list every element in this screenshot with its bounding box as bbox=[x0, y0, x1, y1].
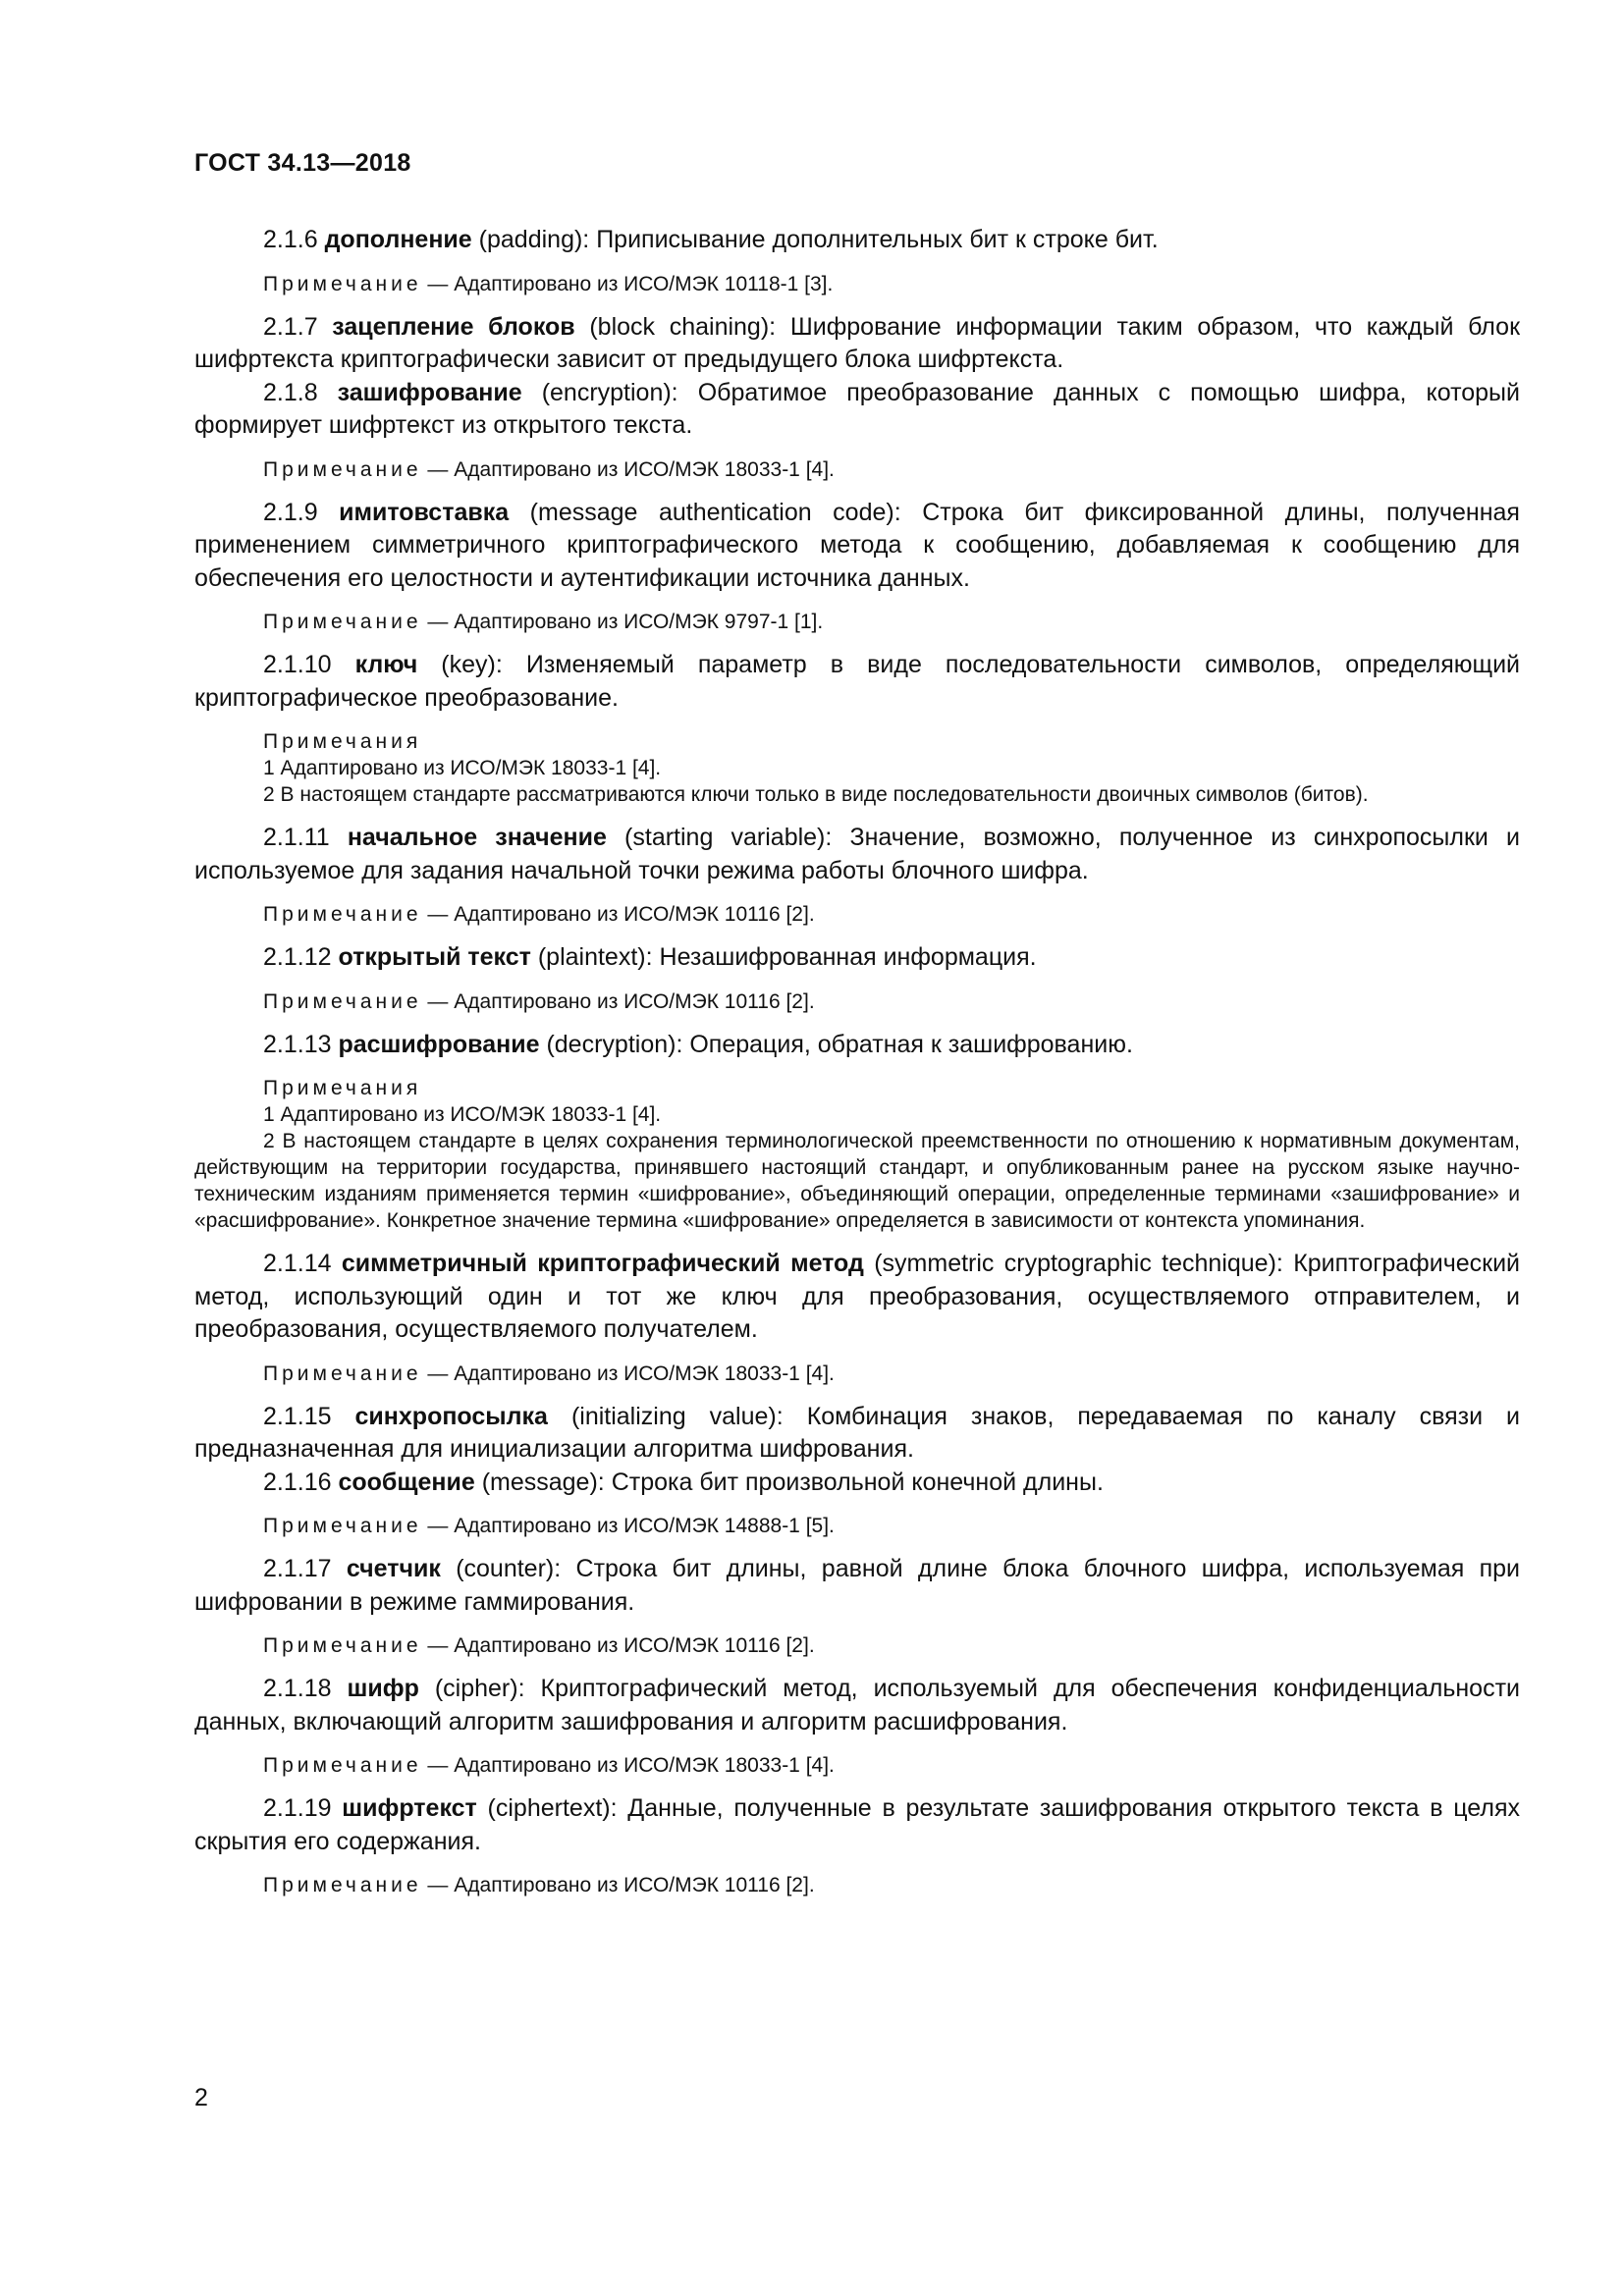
term-title: зашифрование bbox=[337, 378, 522, 406]
term-title: зацепление блоков bbox=[332, 312, 575, 341]
term-title: шифртекст bbox=[342, 1794, 477, 1822]
term-title: дополнение bbox=[324, 226, 472, 253]
term-entry: 2.1.17 счетчик (counter): Строка бит длины, равной длине блока блочного шифра, используемая при шифровании в режиме гаммирования. bbox=[194, 1555, 1521, 1616]
notes-heading: Примечания bbox=[263, 730, 422, 753]
term-entry: 2.1.16 сообщение (message): Строка бит произвольной конечной длины. bbox=[263, 1468, 1104, 1496]
term-entry: 2.1.8 зашифрование (encryption): Обратимое преобразование данных с помощью шифра, который формирует шифртекст из открытого текста. bbox=[194, 378, 1520, 439]
term-entry: 2.1.15 синхропосылка (initializing value): Комбинация знаков, передаваемая по каналу связи и предназначенная для инициализации алгоритма шифрования. bbox=[194, 1402, 1521, 1463]
note: Примечание — Адаптировано из ИСО/МЭК 18033-1 [4]. bbox=[263, 1362, 835, 1385]
term-entry: 2.1.9 имитовставка (message authentication code): Строка бит фиксированной длины, полученная применением симметричного криптографического метода к сообщению, добавляемая к сообщению для обеспечения его целостности и аутентификации источника данных. bbox=[194, 498, 1520, 592]
note: 1 Адаптировано из ИСО/МЭК 18033-1 [4]. bbox=[263, 1103, 662, 1126]
term-title: расшифрование bbox=[338, 1030, 540, 1058]
note: 2 В настоящем стандарте рассматриваются ключи только в виде последовательности двоичных символов (битов). bbox=[263, 783, 1369, 806]
term-title: сообщение bbox=[338, 1468, 475, 1496]
note: Примечание — Адаптировано из ИСО/МЭК 9797-1 [1]. bbox=[263, 611, 824, 633]
term-title: синхропосылка bbox=[354, 1402, 548, 1430]
note: 2 В настоящем стандарте в целях сохранения терминологической преемственности по отношению к нормативным документам, действующим на территории государства, принявшего настоящий стандарт, и опубликованным ранее на русском языке научно-техническим изданиям применяется термин «шифрование», объединяющий операции, определенные терминами «зашифрование» и «расшифрование». Конкретное значение термина «шифрование» определяется в зависимости от контекста упоминания. bbox=[194, 1130, 1520, 1232]
term-entry: 2.1.19 шифртекст (ciphertext): Данные, полученные в результате зашифрования открытого текста в целях скрытия его содержания. bbox=[194, 1794, 1520, 1855]
term-entry: 2.1.13 расшифрование (decryption): Операция, обратная к зашифрованию. bbox=[263, 1030, 1133, 1058]
notes-heading: Примечания bbox=[263, 1077, 422, 1099]
note: Примечание — Адаптировано из ИСО/МЭК 10118-1 [3]. bbox=[263, 272, 834, 295]
note: Примечание — Адаптировано из ИСО/МЭК 18033-1 [4]. bbox=[263, 1754, 835, 1777]
note: Примечание — Адаптировано из ИСО/МЭК 10116 [2]. bbox=[263, 1874, 815, 1896]
term-title: открытый текст bbox=[338, 943, 531, 971]
term-title: ключ bbox=[354, 651, 418, 678]
term-entry: 2.1.12 открытый текст (plaintext): Незашифрованная информация. bbox=[263, 943, 1037, 971]
note: Примечание — Адаптировано из ИСО/МЭК 10116 [2]. bbox=[263, 989, 815, 1013]
term-entry: 2.1.10 ключ (key): Изменяемый параметр в виде последовательности символов, определяющий криптографическое преобразование. bbox=[194, 651, 1521, 712]
term-entry: 2.1.6 дополнение (padding): Приписывание дополнительных бит к строке бит. bbox=[263, 226, 1159, 253]
page-number: 2 bbox=[194, 2084, 208, 2111]
term-entry: 2.1.14 симметричный криптографический метод (symmetric cryptographic technique): Криптографический метод, использующий один и тот же ключ для преобразования, осуществляемого отправителем, и преобразования, осуществляемого получателем. bbox=[194, 1250, 1521, 1343]
term-title: счетчик bbox=[346, 1555, 441, 1582]
term-entry: 2.1.11 начальное значение (starting variable): Значение, возможно, полученное из синхропосылки и используемое для задания начальной точки режима работы блочного шифра. bbox=[194, 824, 1521, 884]
note: Примечание — Адаптировано из ИСО/МЭК 10116 [2]. bbox=[263, 1634, 815, 1657]
term-title: симметричный криптографический метод bbox=[341, 1250, 864, 1277]
note: 1 Адаптировано из ИСО/МЭК 18033-1 [4]. bbox=[263, 757, 662, 779]
term-title: имитовставка bbox=[339, 498, 510, 526]
term-title: шифр bbox=[347, 1675, 419, 1702]
document-id: ГОСТ 34.13—2018 bbox=[194, 149, 411, 177]
term-title: начальное значение bbox=[347, 824, 607, 851]
term-entry: 2.1.7 зацепление блоков (block chaining): Шифрование информации таким образом, что каждый блок шифртекста криптографически зависит от предыдущего блока шифртекста. bbox=[194, 312, 1521, 373]
note: Примечание — Адаптировано из ИСО/МЭК 14888-1 [5]. bbox=[263, 1515, 835, 1537]
note: Примечание — Адаптировано из ИСО/МЭК 10116 [2]. bbox=[263, 903, 815, 926]
terms-section bbox=[194, 224, 1520, 1898]
term-entry: 2.1.18 шифр (cipher): Криптографический метод, используемый для обеспечения конфиденциальности данных, включающий алгоритм зашифрования и алгоритм расшифрования. bbox=[194, 1675, 1520, 1735]
note: Примечание — Адаптировано из ИСО/МЭК 18033-1 [4]. bbox=[263, 457, 835, 481]
